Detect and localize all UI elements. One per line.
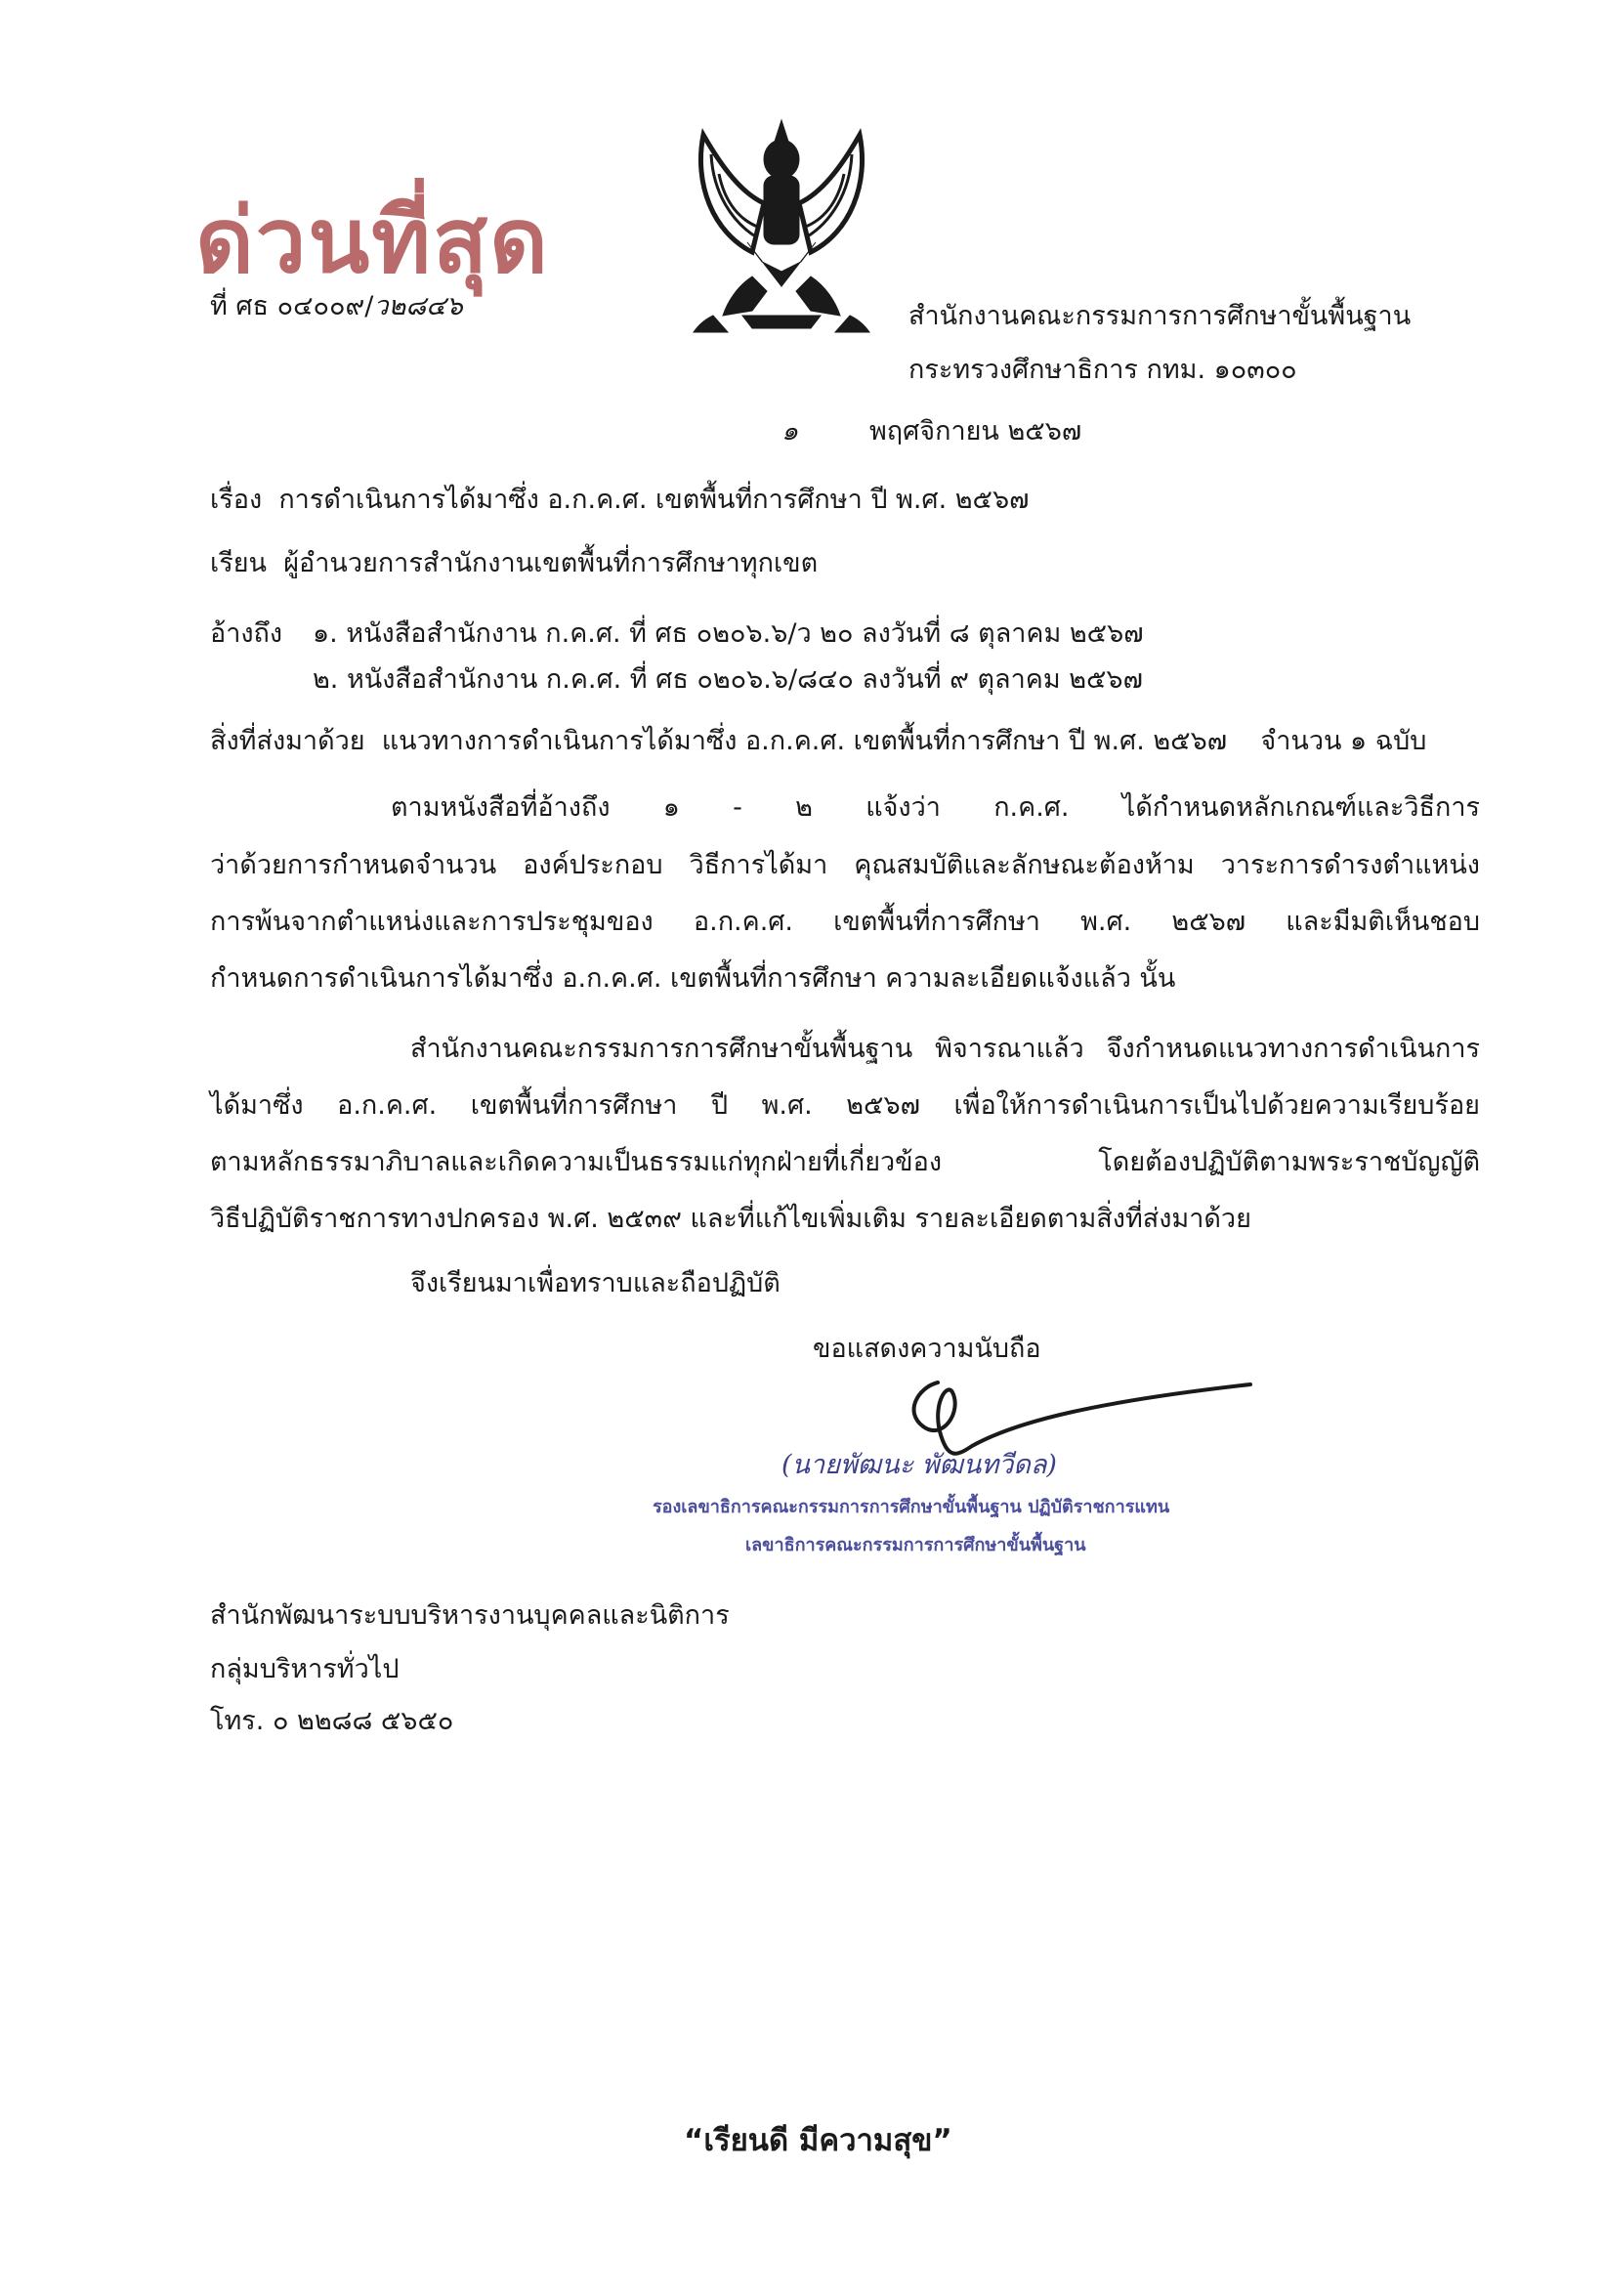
signatory-title-line-1: รองเลขาธิการคณะกรรมการการศึกษาขั้นพื้นฐาน ปฏิบัติราชการแทน — [653, 1497, 1170, 1517]
paragraph-2-line: สำนักงานคณะกรรมการการศึกษาขั้นพื้นฐาน พิจารณาแล้ว จึงกำหนดแนวทางการดำเนินการ — [410, 1034, 1480, 1064]
closing-salutation: ขอแสดงความนับถือ — [813, 1334, 1041, 1364]
urgency-stamp: ด่วนที่สุด — [195, 188, 550, 293]
contact-office: สำนักพัฒนาระบบบริหารงานบุคคลและนิติการ — [210, 1600, 730, 1631]
date-day: ๑ — [781, 416, 799, 446]
contact-group: กลุ่มบริหารทั่วไป — [210, 1654, 400, 1684]
agency-name: สำนักงานคณะกรรมการการศึกษาขั้นพื้นฐาน — [908, 301, 1412, 331]
document-number-label: ที่ ศธ — [210, 291, 269, 321]
paragraph-2-line: วิธีปฏิบัติราชการทางปกครอง พ.ศ. ๒๕๓๙ และที่แก้ไขเพิ่มเติม รายละเอียดตามสิ่งที่ส่งมาด้วย — [210, 1204, 1251, 1234]
addressee-text: ผู้อำนวยการสำนักงานเขตพื้นที่การศึกษาทุกเขต — [283, 548, 819, 578]
subject-text: การดำเนินการได้มาซึ่ง อ.ก.ค.ศ. เขตพื้นที่การศึกษา ปี พ.ศ. ๒๕๖๗ — [278, 485, 1030, 515]
document-number-value: ๐๔๐๐๙/ — [276, 291, 374, 321]
document-number — [210, 293, 463, 319]
paragraph-1-line: กำหนดการดำเนินการได้มาซึ่ง อ.ก.ค.ศ. เขตพื้นที่การศึกษา ความละเอียดแจ้งแล้ว นั้น — [210, 963, 1176, 994]
signatory-name: (นายพัฒนะ พัฒนทวีดล) — [781, 1450, 1057, 1480]
paragraph-1-line: ว่าด้วยการกำหนดจำนวน องค์ประกอบ วิธีการได้มา คุณสมบัติและลักษณะต้องห้าม วาระการดำรงตำแหน่ง — [210, 850, 1480, 880]
document-number-handwritten: ว๒๘๔๖ — [373, 291, 463, 321]
subject-label: เรื่อง — [210, 485, 263, 515]
contact-phone: โทร. ๐ ๒๒๘๘ ๕๖๕๐ — [210, 1706, 454, 1736]
references-label: อ้างถึง — [210, 618, 283, 649]
reference-item: ๒. หนังสือสำนักงาน ก.ค.ศ. ที่ ศธ ๐๒๐๖.๖/๘๔๐ ลงวันที่ ๙ ตุลาคม ๒๕๖๗ — [313, 664, 1143, 695]
enclosure-text: แนวทางการดำเนินการได้มาซึ่ง อ.ก.ค.ศ. เขตพื้นที่การศึกษา ปี พ.ศ. ๒๕๖๗ — [381, 726, 1228, 756]
enclosure-label: สิ่งที่ส่งมาด้วย — [210, 726, 365, 756]
paragraph-2-line: ได้มาซึ่ง อ.ก.ค.ศ. เขตพื้นที่การศึกษา ปี พ.ศ. ๒๕๖๗ เพื่อให้การดำเนินการเป็นไปด้วยความเรียบร้อย — [210, 1090, 1480, 1121]
garuda-emblem-icon — [684, 115, 879, 335]
agency-address: กระทรวงศึกษาธิการ กทม. ๑๐๓๐๐ — [908, 355, 1297, 385]
addressee-label: เรียน — [210, 548, 268, 578]
addressee-line — [210, 550, 818, 576]
subject-line — [210, 487, 1029, 513]
signatory-title-line-2: เลขาธิการคณะกรรมการการศึกษาขั้นพื้นฐาน — [745, 1535, 1086, 1555]
enclosure-line — [210, 728, 1426, 754]
motto: “เรียนดี มีความสุข” — [684, 2123, 952, 2158]
reference-item: ๑. หนังสือสำนักงาน ก.ค.ศ. ที่ ศธ ๐๒๐๖.๖/ว ๒๐ ลงวันที่ ๘ ตุลาคม ๒๕๖๗ — [313, 618, 1144, 649]
date-month-year: พฤศจิกายน ๒๕๖๗ — [869, 416, 1082, 446]
paragraph-1-line: ตามหนังสือที่อ้างถึง ๑ - ๒ แจ้งว่า ก.ค.ศ. ได้กำหนดหลักเกณฑ์และวิธีการ — [391, 792, 1480, 823]
paragraph-3: จึงเรียนมาเพื่อทราบและถือปฏิบัติ — [410, 1268, 781, 1298]
paragraph-2-line: ตามหลักธรรมาภิบาลและเกิดความเป็นธรรมแก่ทุกฝ่ายที่เกี่ยวข้อง โดยต้องปฏิบัติตามพระราชบัญญัติ — [210, 1147, 1480, 1177]
enclosure-quantity: จำนวน ๑ ฉบับ — [1260, 726, 1427, 756]
paragraph-1-line: การพ้นจากตำแหน่งและการประชุมของ อ.ก.ค.ศ. เขตพื้นที่การศึกษา พ.ศ. ๒๕๖๗ และมีมติเห็นชอบ — [210, 907, 1480, 937]
